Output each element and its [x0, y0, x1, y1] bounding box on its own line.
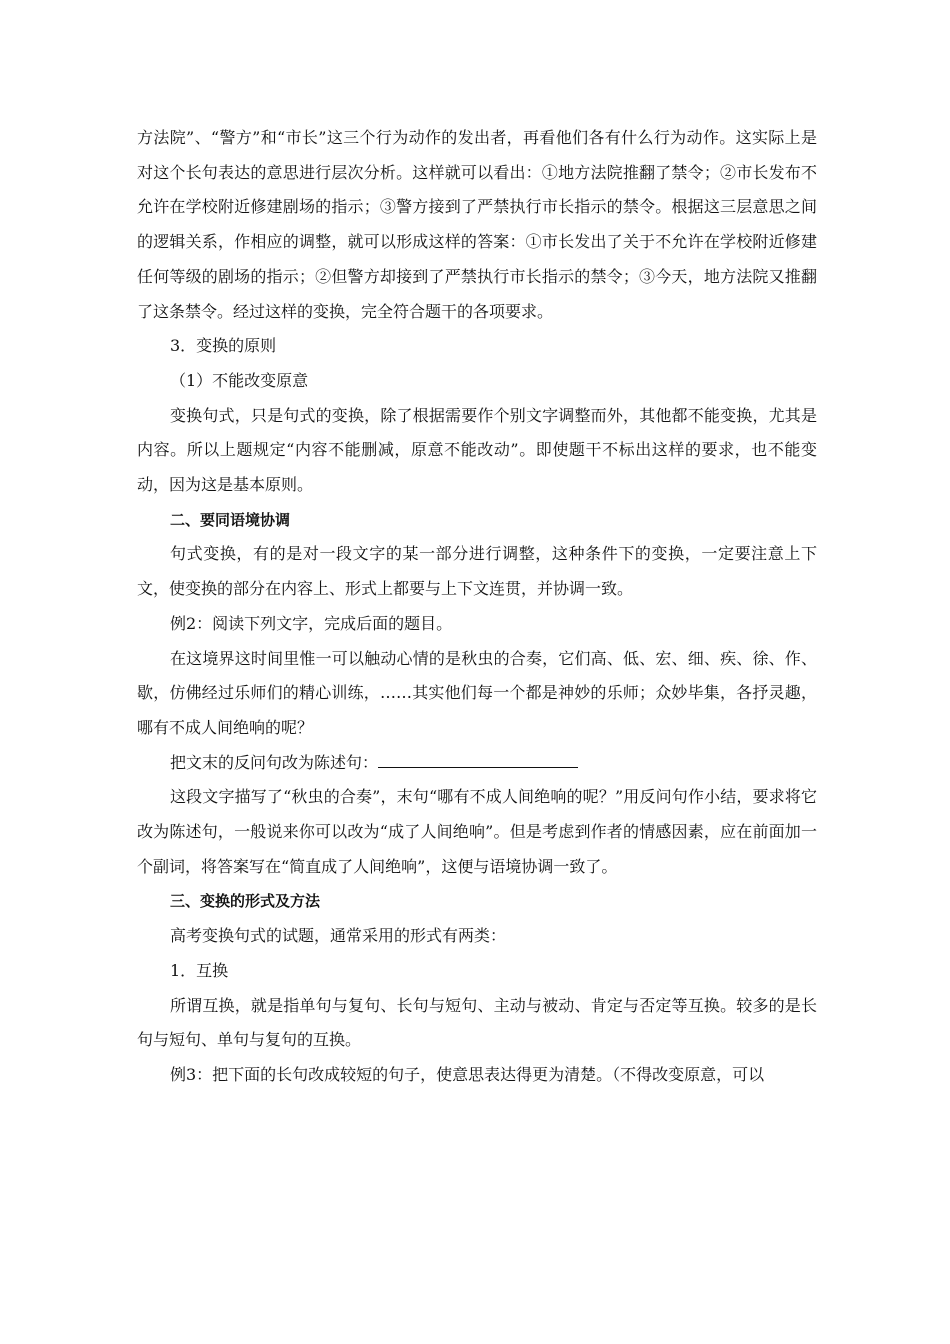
example-label: 例2：阅读下列文字，完成后面的题目。: [170, 613, 453, 633]
example-passage: 在这境界这时间里惟一可以触动心情的是秋虫的合奏，它们高、低、宏、细、疾、徐、作、歇，仿佛经过乐师们的精心训练，……其实他们每一个都是神妙的乐师；众妙毕集，各抒灵趣，哪有不成人间绝响的呢？: [137, 648, 817, 737]
document-body: [137, 121, 817, 1093]
body-paragraph: 变换句式，只是句式的变换，除了根据需要作个别文字调整而外，其他都不能变换，尤其是内容。所以上题规定“内容不能删减，原意不能改动”。即使题干不标出这样的要求，也不能变动，因为这是基本原则。: [137, 405, 817, 495]
example-label: 例3：把下面的长句改成较短的句子，使意思表达得更为清楚。（不得改变原意，可以: [170, 1064, 765, 1084]
section-subheading: 1．互换: [170, 960, 229, 980]
body-paragraph: 句式变换，有的是对一段文字的某一部分进行调整，这种条件下的变换，一定要注意上下文，使变换的部分在内容上、形式上都要与上下文连贯，并协调一致。: [137, 544, 817, 599]
body-paragraph: 所谓互换，就是指单句与复句、长句与短句、主动与被动、肯定与否定等互换。较多的是长句与短句、单句与复句的互换。: [137, 995, 817, 1050]
question-text: 把文末的反问句改为陈述句：: [170, 752, 379, 772]
section-heading: 二、要同语境协调: [170, 510, 291, 529]
section-subheading: （1）不能改变原意: [170, 370, 309, 390]
section-heading: 三、变换的形式及方法: [170, 892, 321, 911]
paragraph-continuation: 方法院”、“警方”和“市长”这三个行为动作的发出者，再看他们各有什么行为动作。这实际上是对这个长句表达的意思进行层次分析。这样就可以看出：①地方法院推翻了禁令；②市长发布不允许在学校附近修建剧场的指示；③警方接到了严禁执行市长指示的禁令。根据这三层意思之间的逻辑关系，作相应的调整，就可以形成这样的答案：①市长发出了关于不允许在学校附近修建任何等级的剧场的指示；②但警方却接到了严禁执行市长指示的禁令；③今天，地方法院又推翻了这条禁令。经过这样的变换，完全符合题干的各项要求。: [137, 128, 817, 321]
section-subheading: 3．变换的原则: [170, 336, 277, 356]
body-paragraph: 高考变换句式的试题，通常采用的形式有两类：: [170, 926, 507, 946]
question-line: [137, 746, 817, 781]
answer-blank: [378, 751, 578, 768]
body-paragraph: 这段文字描写了“秋虫的合奏”，末句“哪有不成人间绝响的呢？”用反问句作小结，要求将它改为陈述句，一般说来你可以改为“成了人间绝响”。但是考虑到作者的情感因素，应在前面加一个副词，将答案写在“简直成了人间绝响”，这便与语境协调一致了。: [137, 787, 817, 876]
